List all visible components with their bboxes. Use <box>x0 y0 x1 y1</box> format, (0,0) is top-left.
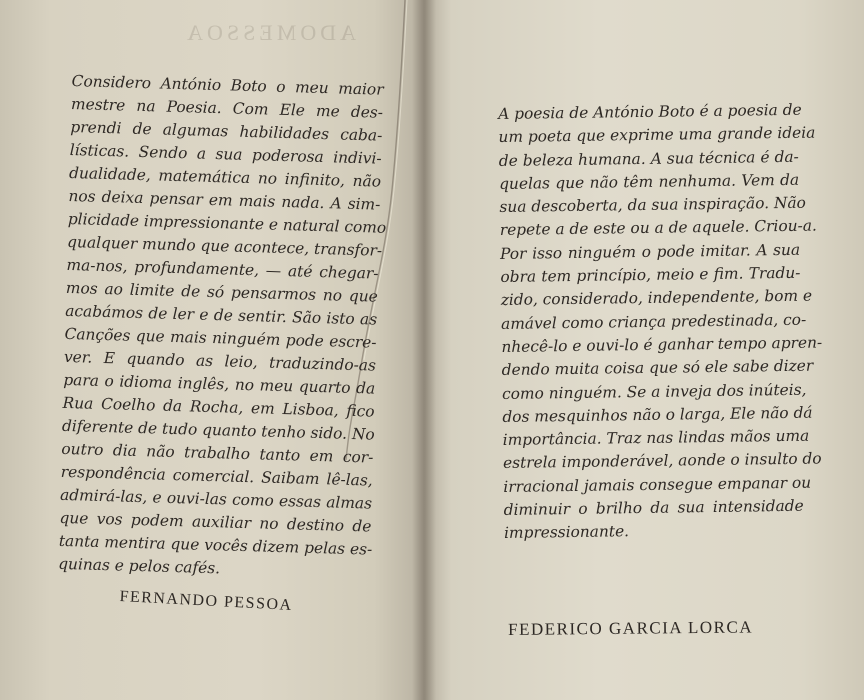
text-line: plicidade impressionante e natural como <box>67 209 387 237</box>
text-line: irracional jamais consegue empanar ou <box>503 473 812 496</box>
text-line: qualquer mundo que acontece, transfor- <box>66 232 383 260</box>
text-line: ma-nos, profundamente, — até chegar- <box>66 255 379 283</box>
show-through-text: ADOMESSOA <box>183 20 356 45</box>
text-line: como ninguém. Se a inveja dos inúteis, <box>501 380 807 403</box>
text-line: amável como criança predestinada, co- <box>500 310 807 333</box>
text-line: ver. E quando as leio, traduzindo-as <box>63 347 377 375</box>
pessoa-signature: FERNANDO PESSOA <box>119 588 293 615</box>
text-line: dendo muita coisa que só ele sabe dizer <box>501 356 814 380</box>
text-line: Canções que mais ninguém pode escre- <box>64 324 377 352</box>
lorca-quote <box>498 99 823 546</box>
text-line: quinas e pelos cafés. <box>57 554 221 578</box>
text-line: admirá-las, e ouvi-las como essas almas <box>59 485 373 513</box>
text-line: outro dia não trabalho tanto em cor- <box>61 439 374 467</box>
text-line: de beleza humana. A sua técnica é da- <box>498 147 799 170</box>
text-line: impressionante. <box>503 522 630 543</box>
text-line: diminuir o brilho da sua intensidade <box>503 496 804 520</box>
text-line: estrela imponderável, aonde o insulto do <box>502 449 822 473</box>
text-line: mestre na Poesia. Com Ele me des- <box>70 94 384 122</box>
text-line: importância. Traz nas lindas mãos uma <box>502 426 810 450</box>
text-line: mos ao limite de só pensarmos no que <box>65 278 379 306</box>
text-line: Por isso ninguém o pode imitar. A sua <box>499 240 801 263</box>
text-line: repete a de este ou a de aquele. Criou-a. <box>499 217 817 240</box>
text-line: dos mesquinhos não o larga, Ele não dá <box>502 403 813 426</box>
lorca-signature: FEDERICO GARCIA LORCA <box>508 617 754 639</box>
text-line: prendi de algumas habilidades caba- <box>70 117 383 145</box>
text-line: Rua Coelho da Rocha, em Lisboa, fico <box>62 393 375 421</box>
text-line: um poeta que exprime uma grande ideia <box>498 123 816 147</box>
text-line: sua descoberta, da sua inspiração. Não <box>499 193 806 217</box>
text-line: respondência comercial. Saibam lê-las, <box>60 462 373 490</box>
text-line: Considero António Boto o meu maior <box>71 71 384 99</box>
text-line: que vos podem auxiliar no destino de <box>59 508 372 536</box>
text-line: lísticas. Sendo a sua poderosa indivi- <box>69 140 382 168</box>
text-line: obra tem princípio, meio e fim. Tradu- <box>500 263 801 287</box>
text-line: quelas que não têm nenhuma. Vem da <box>499 170 800 193</box>
text-line: A poesia de António Boto é a poesia de <box>498 100 802 123</box>
pessoa-quote <box>57 70 387 585</box>
text-line: tanta mentira que vocês dizem pelas es- <box>58 531 373 559</box>
text-line: acabámos de ler e de sentir. São isto as <box>65 301 378 329</box>
text-line: nos deixa pensar em mais nada. A sim- <box>68 186 381 214</box>
text-line: diferente de tudo quanto tenho sido. No <box>61 416 375 444</box>
text-line: para o idioma inglês, no meu quarto da <box>63 370 376 398</box>
text-line: nhecê-lo e ouvi-lo é ganhar tempo apren- <box>501 333 823 356</box>
text-line: zido, considerado, independente, bom e <box>500 287 813 310</box>
text-line: dualidade, matemática no infinito, não <box>68 163 382 191</box>
